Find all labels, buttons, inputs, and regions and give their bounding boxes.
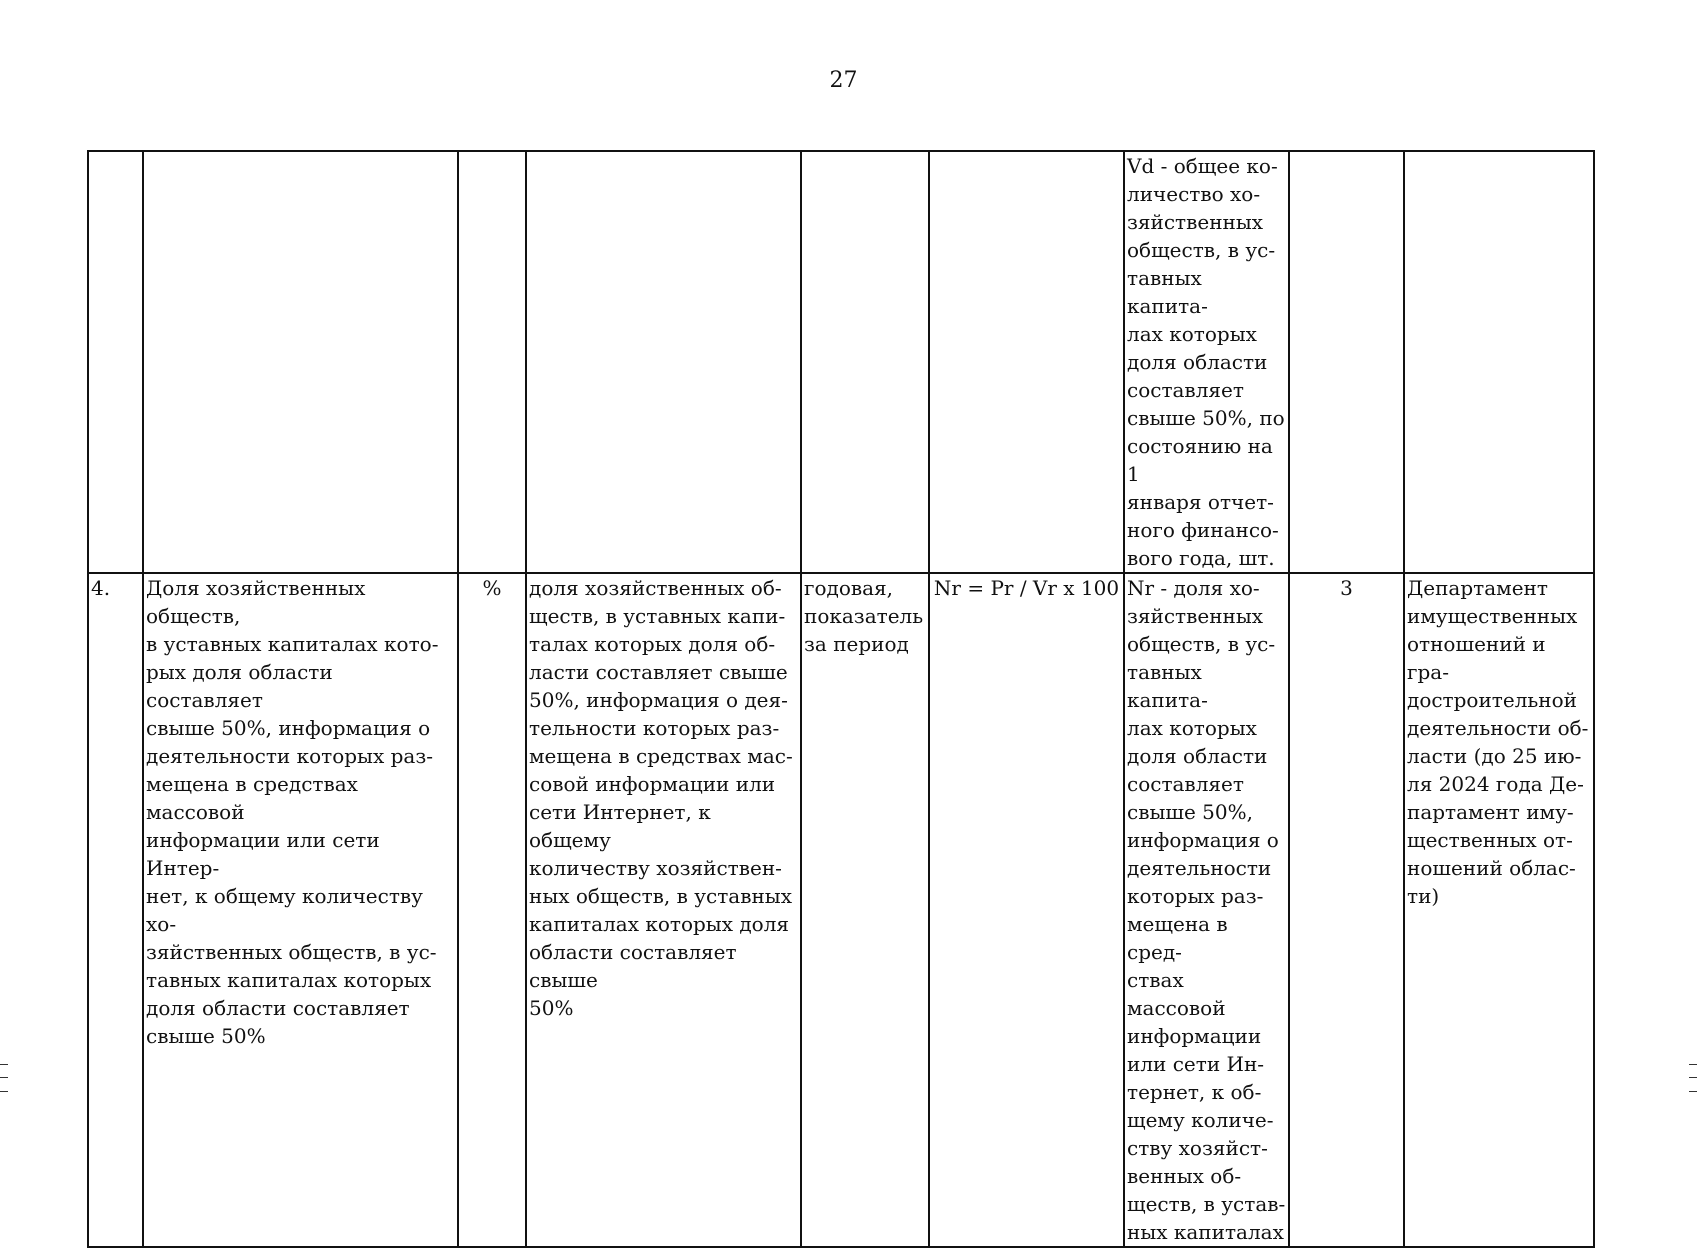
cell-definition	[526, 151, 801, 573]
page-number: 27	[829, 68, 858, 93]
table-row	[88, 573, 1594, 1247]
cell-method: 3	[1289, 573, 1404, 1247]
indicators-table	[87, 150, 1595, 1248]
cell-responsible	[1404, 151, 1594, 573]
cell-indicator-name	[143, 151, 458, 573]
cell-unit: %	[458, 573, 526, 1247]
cell-variables: Nr - доля хо- зяйственных обществ, в ус- тавных капита- лах которых доля области составляет свыше 50%, информация о деятельности которых раз- мещена в сред- ствах массовой информации или сети Ин- тернет, к об- щему количе- ству хозяйст- венных об- ществ, в устав- ных капиталах	[1124, 573, 1289, 1247]
binding-mark-right	[1689, 1064, 1697, 1092]
cell-variables: Vd - общее ко- личество хо- зяйственных обществ, в ус- тавных капита- лах которых доля области составляет свыше 50%, по состоянию на 1 января отчет- ного финансо- вого года, шт.	[1124, 151, 1289, 573]
cell-definition: доля хозяйственных об- ществ, в уставных капи- талах которых доля об- ласти составляет свыше 50%, информация о дея- тельности которых раз- мещена в средствах мас- совой информации или сети Интернет, к общему количеству хозяйствен- ных обществ, в уставных капиталах которых доля области составляет свыше 50%	[526, 573, 801, 1247]
cell-unit	[458, 151, 526, 573]
cell-indicator-name: Доля хозяйственных обществ, в уставных капиталах кото- рых доля области составляет свыше 50%, информация о деятельности которых раз- мещена в средствах массовой информации или сети Интер- нет, к общему количеству хо- зяйственных обществ, в ус- тавных капиталах которых доля области составляет свыше 50%	[143, 573, 458, 1247]
cell-number: 4.	[88, 573, 143, 1247]
cell-periodicity: годовая, показатель за период	[801, 573, 929, 1247]
cell-formula: Nr = Pr / Vr x 100	[929, 573, 1124, 1247]
cell-formula	[929, 151, 1124, 573]
binding-mark-left	[0, 1064, 8, 1092]
cell-periodicity	[801, 151, 929, 573]
cell-responsible: Департамент имущественных отношений и гра- достроительной деятельности об- ласти (до 25 ию- ля 2024 года Де- партамент иму- щественных от- ношений облас- ти)	[1404, 573, 1594, 1247]
table-row	[88, 151, 1594, 573]
cell-method	[1289, 151, 1404, 573]
cell-number	[88, 151, 143, 573]
